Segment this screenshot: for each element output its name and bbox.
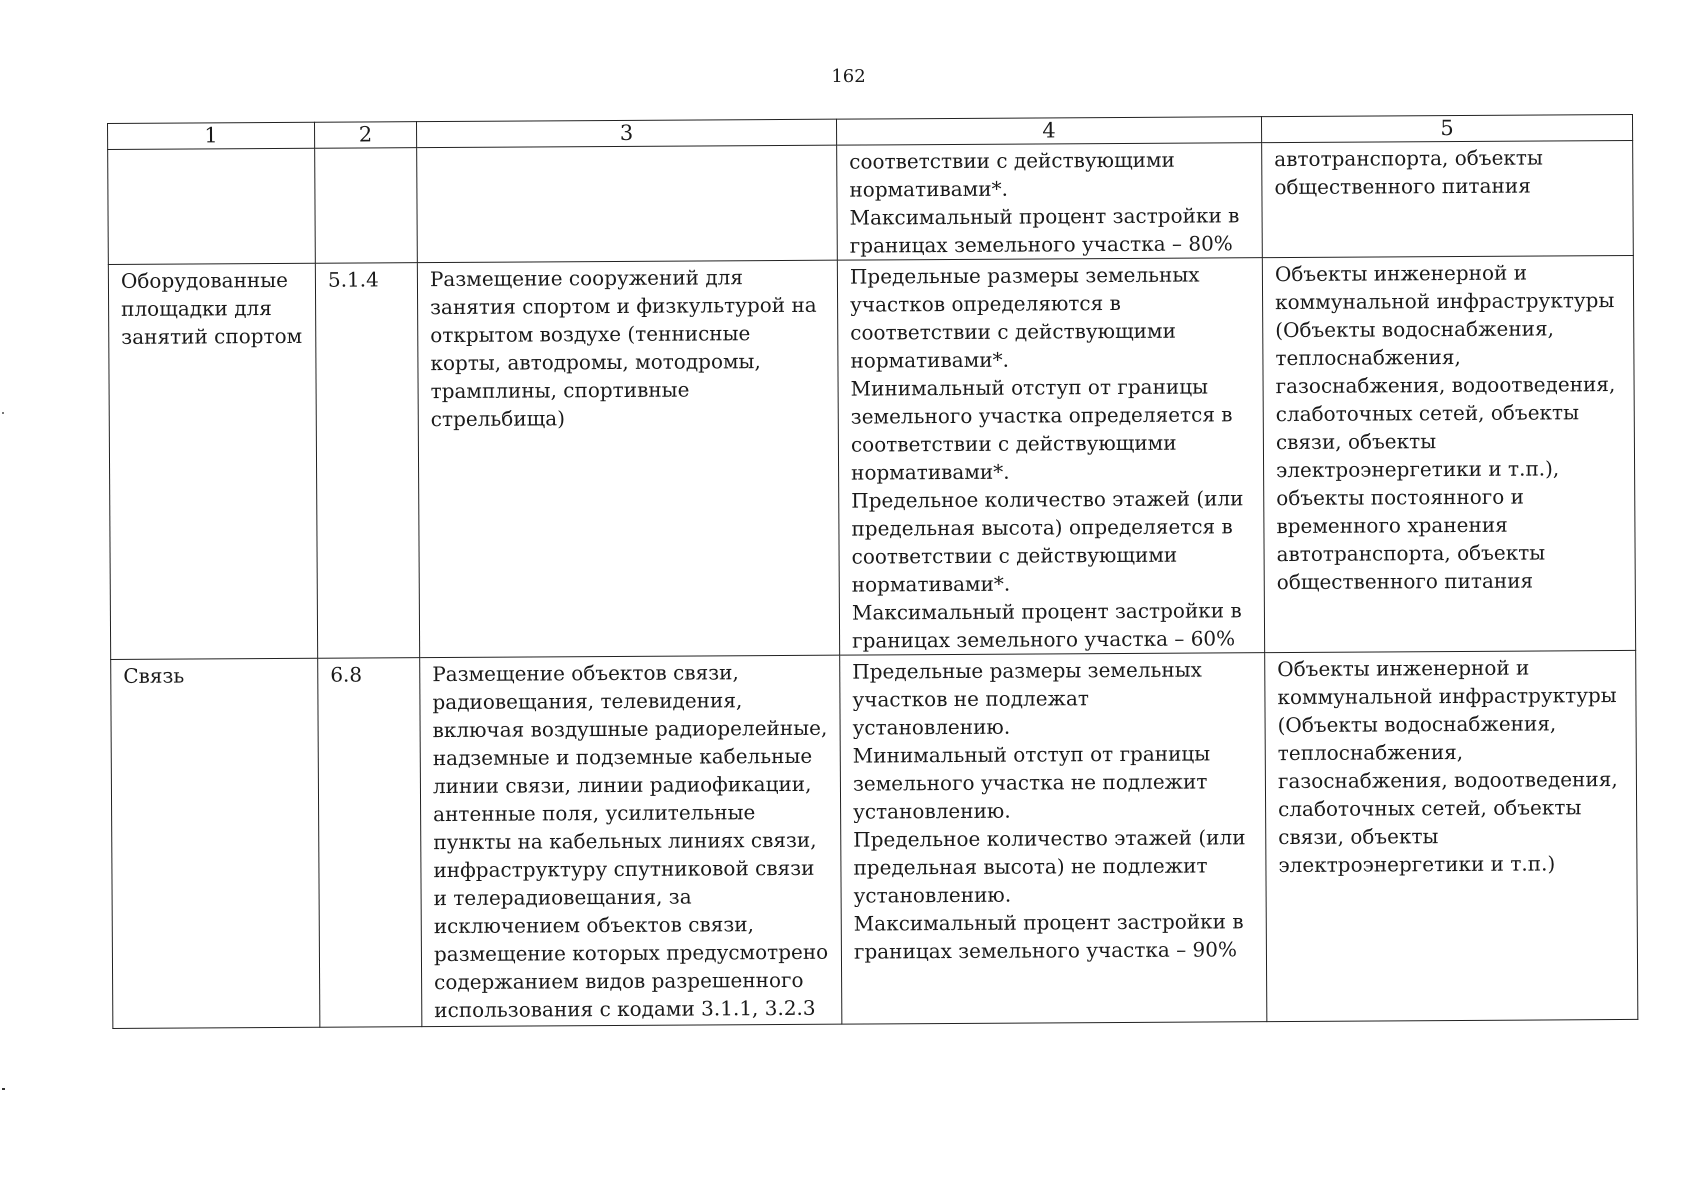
parameter-text: Минимальный отступ от границы земельного участка определяется в соответствии с действующими нормативами*. xyxy=(850,374,1233,485)
use-code-cell: 5.1.4 xyxy=(315,263,419,659)
header-cell: 2 xyxy=(314,122,416,149)
parameter-text: Минимальный отступ от границы земельного участка не подлежит установлению. xyxy=(852,741,1211,824)
parameter-text: Максимальный процент застройки в границах земельного участка – 90% xyxy=(853,909,1244,964)
use-name-cell: Связь xyxy=(111,658,320,1028)
use-name-cell xyxy=(108,148,316,264)
auxiliary-objects-cell: Объекты инженерной и коммунальной инфраструктуры (Объекты водоснабжения, теплоснабжения, газоснабжения, водоотведения, слаботочных сетей, объекты связи, объекты электроэнергетики и т.п.) xyxy=(1265,650,1638,1021)
auxiliary-objects-cell: Объекты инженерной и коммунальной инфраструктуры (Объекты водоснабжения, теплоснабжения, газоснабжения, водоотведения, слаботочных сетей, объекты связи, объекты электроэнергетики и т.п.), объекты постоянного и временного хранения автотранспорта, объекты общественного питания xyxy=(1262,255,1635,652)
parameter-text: Предельное количество этажей (или предельная высота) определяется в соответствии с действующими нормативами*. xyxy=(851,486,1244,597)
auxiliary-objects-cell: автотранспорта, объекты общественного питания xyxy=(1262,140,1634,257)
use-description-cell: Размещение объектов связи, радиовещания, телевидения, включая воздушные радиорелейные, надземные и подземные кабельные линии связи, линии радиофикации, антенные поля, усилительные пункты на кабельных линиях связи, инфраструктуру спутниковой связи и телерадиовещания, за исключением объектов связи, размещение которых предусмотрено содержанием видов разрешенного использования с кодами 3.1.1, 3.2.3 xyxy=(420,655,842,1026)
use-name-cell: Оборудованные площадки для занятий спортом xyxy=(108,263,317,659)
parameters-cell xyxy=(837,258,1264,656)
parameter-text: Предельное количество этажей (или предельная высота) не подлежит установлению. xyxy=(853,825,1246,908)
use-description-cell: Размещение сооружений для занятия спортом и физкультурой на открытом воздухе (теннисные корты, автодромы, мотодромы, трамплины, спортивные стрельбища) xyxy=(417,260,839,657)
parameter-text: соответствии с действующими нормативами*. xyxy=(849,147,1175,202)
header-cell: 3 xyxy=(416,119,836,147)
parameter-text: Предельные размеры земельных участков определяются в соответствии с действующими нормативами*. xyxy=(849,262,1200,373)
parameter-text: Предельные размеры земельных участков не подлежат установлению. xyxy=(852,657,1202,740)
parameter-text: Максимальный процент застройки в границах земельного участка – 60% xyxy=(851,598,1242,653)
scan-artifact xyxy=(2,412,4,414)
header-cell: 4 xyxy=(836,117,1261,146)
table-row xyxy=(108,140,1634,264)
use-code-cell xyxy=(315,148,418,264)
parameters-cell xyxy=(837,143,1263,261)
use-code-cell: 6.8 xyxy=(318,658,422,1028)
table-row xyxy=(111,650,1638,1028)
header-cell: 1 xyxy=(108,122,315,149)
table-row xyxy=(108,255,1635,659)
header-cell: 5 xyxy=(1261,114,1632,142)
use-description-cell xyxy=(417,145,838,262)
page-number: 162 xyxy=(831,66,866,87)
scan-artifact xyxy=(2,1088,5,1090)
zoning-table xyxy=(107,114,1638,1029)
parameter-text: Максимальный процент застройки в границах земельного участка – 80% xyxy=(849,203,1240,258)
parameters-cell xyxy=(840,653,1267,1025)
